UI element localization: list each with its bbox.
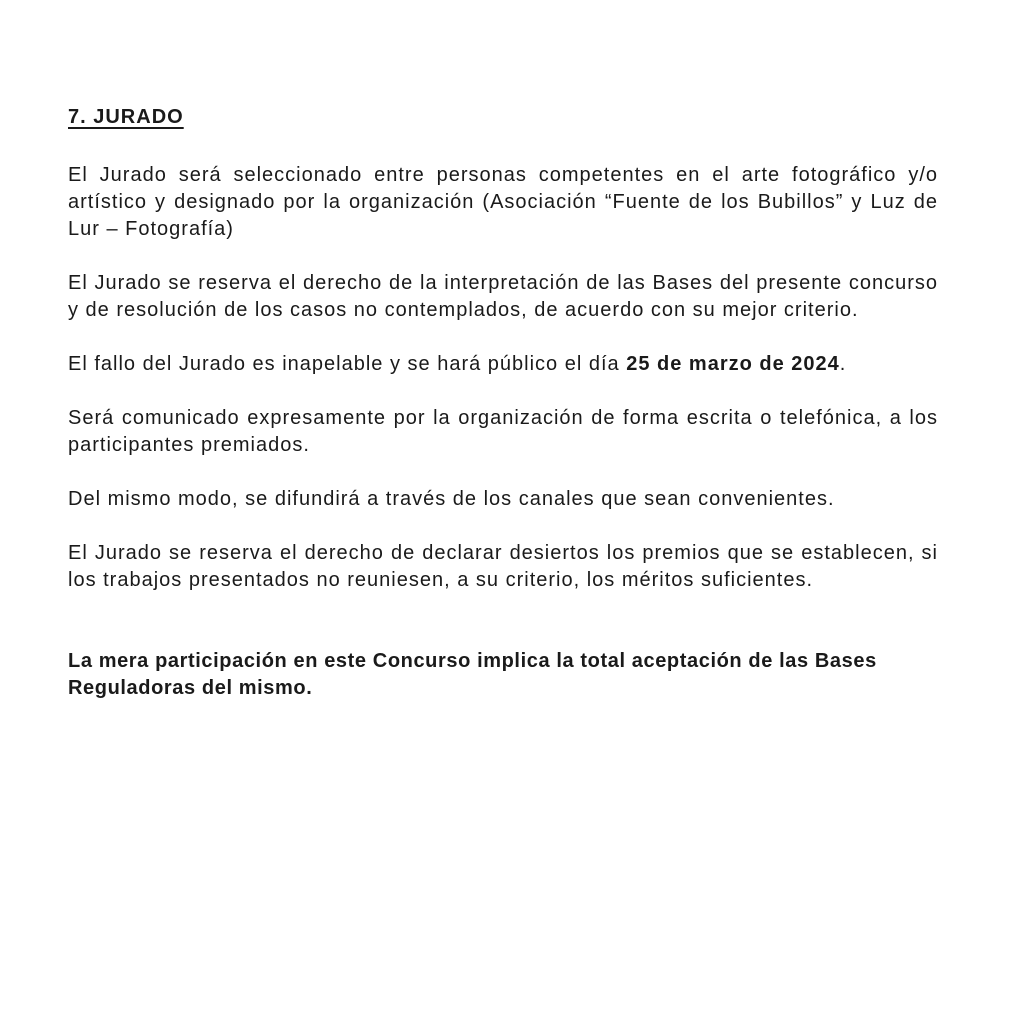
verdict-text: El fallo del Jurado es inapelable y se hará público el día	[68, 353, 627, 375]
section-heading: 7. JURADO	[68, 106, 184, 128]
verdict-date: 25 de marzo de 2024	[626, 353, 840, 375]
paragraph-void-prizes: El Jurado se reserva el derecho de declarar desiertos los premios que se establecen, si los trabajos presentados no reuniesen, a su criterio, los méritos suficientes.	[68, 542, 938, 591]
paragraph-verdict	[68, 351, 938, 378]
paragraph-jury-selection: El Jurado será seleccionado entre personas competentes en el arte fotográfico y/o artístico y designado por la organización (Asociación “Fuente de los Bubillos” y Luz de Lur – Fotografía)	[68, 164, 938, 240]
paragraph-dissemination: Del mismo modo, se difundirá a través de los canales que sean convenientes.	[68, 488, 835, 510]
paragraph-notification: Será comunicado expresamente por la organización de forma escrita o telefónica, a los participantes premiados.	[68, 407, 938, 456]
closing-statement: La mera participación en este Concurso implica la total aceptación de las Bases Reguladoras del mismo.	[68, 650, 877, 699]
paragraph-jury-interpretation: El Jurado se reserva el derecho de la interpretación de las Bases del presente concurso y de resolución de los casos no contemplados, de acuerdo con su mejor criterio.	[68, 272, 938, 321]
section-body	[68, 162, 938, 702]
verdict-period: .	[839, 353, 847, 375]
